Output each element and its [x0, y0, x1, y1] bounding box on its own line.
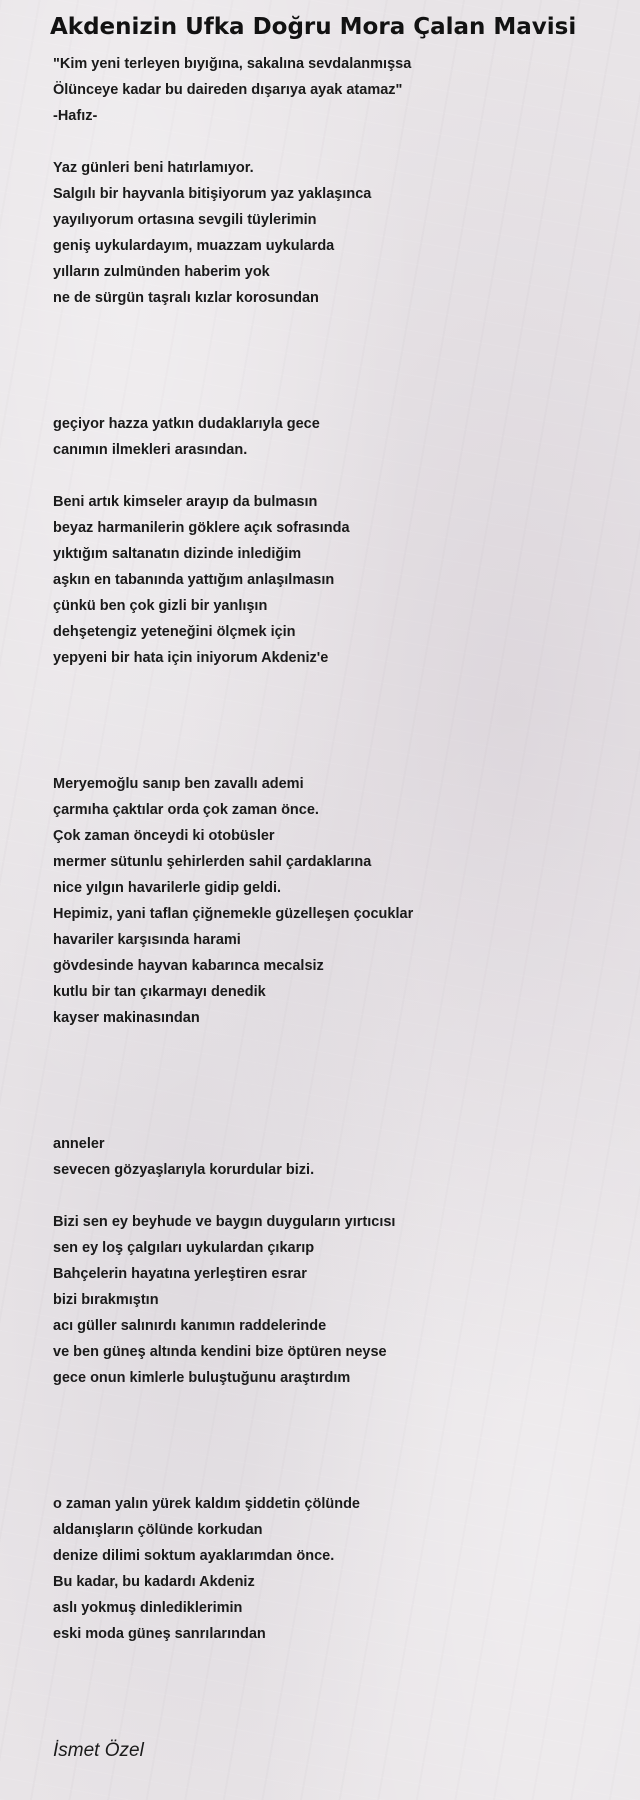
poem-line: "Kim yeni terleyen bıyığına, sakalına sevdalanmışsa	[53, 56, 412, 72]
stanza-3	[53, 411, 613, 463]
poem-line: Bu kadar, bu kadardı Akdeniz	[53, 1574, 255, 1590]
poem-line: mermer sütunlu şehirlerden sahil çardaklarına	[53, 854, 372, 870]
stanza-epigraph	[53, 51, 613, 129]
poem-author: İsmet Özel	[53, 1740, 144, 1761]
poem-line: -Hafız-	[53, 108, 98, 124]
poem-line: Meryemoğlu sanıp ben zavallı ademi	[53, 776, 304, 792]
poem-line: aşkın en tabanında yattığım anlaşılmasın	[53, 572, 335, 588]
poem-line: geçiyor hazza yatkın dudaklarıyla gece	[53, 416, 320, 432]
poem-line: anneler	[53, 1136, 105, 1152]
poem-line: aldanışların çölünde korkudan	[53, 1522, 263, 1538]
poem-line: yıktığım saltanatın dizinde inlediğim	[53, 546, 302, 562]
stanza-6	[53, 1131, 613, 1183]
poem-line: kayser makinasından	[53, 1010, 200, 1026]
poem-line: eski moda güneş sanrılarından	[53, 1626, 266, 1642]
poem-line: çünkü ben çok gizli bir yanlışın	[53, 598, 268, 614]
stanza-7	[53, 1209, 613, 1391]
poem-line: çarmıha çaktılar orda çok zaman önce.	[53, 802, 319, 818]
poem-line: sevecen gözyaşlarıyla korurdular bizi.	[53, 1162, 315, 1178]
stanza-8	[53, 1491, 613, 1647]
poem-line: gece onun kimlerle buluştuğunu araştırdım	[53, 1370, 351, 1386]
stanza-spacer	[53, 1183, 613, 1209]
poem-line: Bahçelerin hayatına yerleştiren esrar	[53, 1266, 307, 1282]
poem-line: beyaz harmanilerin göklere açık sofrasında	[53, 520, 350, 536]
poem-line: Çok zaman önceydi ki otobüsler	[53, 828, 275, 844]
section-spacer	[53, 311, 613, 411]
poem-line: havariler karşısında harami	[53, 932, 241, 948]
poem-line: yayılıyorum ortasına sevgili tüylerimin	[53, 212, 317, 228]
poem-line: nice yılgın havarilerle gidip geldi.	[53, 880, 282, 896]
poem-line: Beni artık kimseler arayıp da bulmasın	[53, 494, 318, 510]
poem-line: canımın ilmekleri arasından.	[53, 442, 248, 458]
poem-line: bizi bırakmıştın	[53, 1292, 159, 1308]
poem-line: Bizi sen ey beyhude ve baygın duyguların yırtıcısı	[53, 1214, 396, 1230]
stanza-5	[53, 771, 613, 1031]
poem-line: Salgılı bir hayvanla bitişiyorum yaz yaklaşınca	[53, 186, 372, 202]
poem-line: Ölünceye kadar bu daireden dışarıya ayak atamaz"	[53, 82, 403, 98]
poem-line: acı güller salınırdı kanımın raddelerinde	[53, 1318, 327, 1334]
section-spacer	[53, 1391, 613, 1491]
stanza-2	[53, 155, 613, 311]
poem-line: yılların zulmünden haberim yok	[53, 264, 270, 280]
poem-line: sen ey loş çalgıları uykulardan çıkarıp	[53, 1240, 315, 1256]
stanza-spacer	[53, 463, 613, 489]
poem-line: Yaz günleri beni hatırlamıyor.	[53, 160, 254, 176]
stanza-4	[53, 489, 613, 671]
section-spacer	[53, 671, 613, 771]
poem-line: ne de sürgün taşralı kızlar korosundan	[53, 290, 319, 306]
poem-line: denize dilimi soktum ayaklarımdan önce.	[53, 1548, 335, 1564]
poem-line: ve ben güneş altında kendini bize öptüren neyse	[53, 1344, 387, 1360]
section-spacer	[53, 1031, 613, 1131]
poem-line: yepyeni bir hata için iniyorum Akdeniz'e	[53, 650, 329, 666]
poem-line: aslı yokmuş dinlediklerimin	[53, 1600, 243, 1616]
poem-line: gövdesinde hayvan kabarınca mecalsiz	[53, 958, 324, 974]
stanza-spacer	[53, 129, 613, 155]
poem-title: Akdenizin Ufka Doğru Mora Çalan Mavisi	[50, 14, 577, 40]
poem-body	[53, 51, 613, 1647]
poem-line: o zaman yalın yürek kaldım şiddetin çölünde	[53, 1496, 360, 1512]
poem-line: geniş uykulardayım, muazzam uykularda	[53, 238, 335, 254]
poem-line: dehşetengiz yeteneğini ölçmek için	[53, 624, 296, 640]
poem-line: Hepimiz, yani taflan çiğnemekle güzelleşen çocuklar	[53, 906, 414, 922]
poem-line: kutlu bir tan çıkarmayı denedik	[53, 984, 266, 1000]
